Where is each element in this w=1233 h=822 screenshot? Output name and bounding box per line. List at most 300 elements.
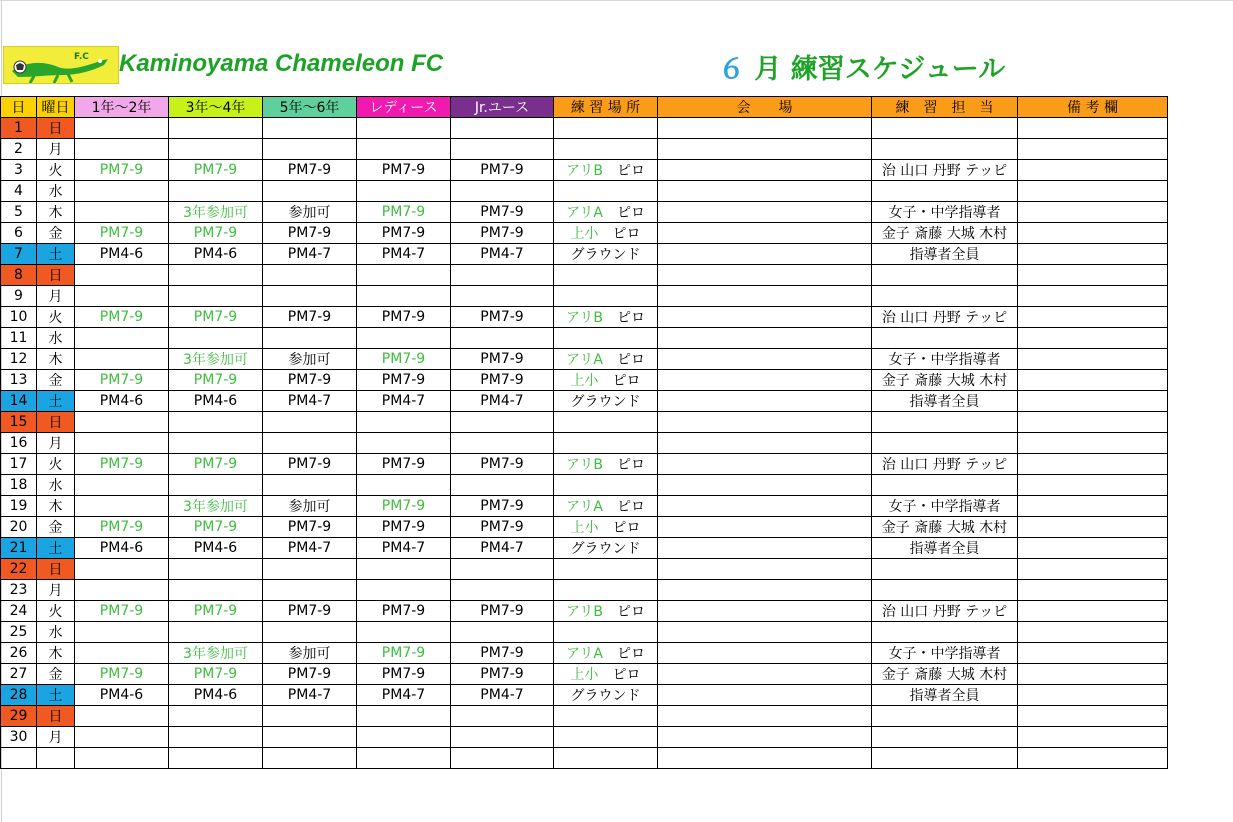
venue-cell[interactable]	[658, 391, 872, 412]
grade-5-6-cell[interactable]: 参加可	[263, 202, 357, 223]
jr-youth-cell[interactable]	[451, 580, 554, 601]
practice-place-cell[interactable]	[554, 727, 658, 748]
jr-youth-cell[interactable]: PM7-9	[451, 202, 554, 223]
grade-3-4-cell[interactable]: PM4-6	[169, 538, 263, 559]
notes-cell[interactable]	[1018, 160, 1168, 181]
grade-3-4-cell[interactable]: 3年参加可	[169, 496, 263, 517]
venue-cell[interactable]	[658, 139, 872, 160]
grade-3-4-cell[interactable]: PM4-6	[169, 244, 263, 265]
notes-cell[interactable]	[1018, 265, 1168, 286]
practice-staff-cell[interactable]: 金子 斎藤 大城 木村	[872, 370, 1018, 391]
practice-place-cell[interactable]	[554, 601, 658, 622]
jr-youth-cell[interactable]: PM7-9	[451, 370, 554, 391]
practice-staff-cell[interactable]: 指導者全員	[872, 685, 1018, 706]
venue-cell[interactable]	[658, 475, 872, 496]
weekday-cell[interactable]: 金	[37, 223, 75, 244]
grade-3-4-cell[interactable]: 3年参加可	[169, 349, 263, 370]
weekday-cell[interactable]: 木	[37, 202, 75, 223]
grade-3-4-cell[interactable]: PM4-6	[169, 391, 263, 412]
grade-3-4-cell[interactable]	[169, 118, 263, 139]
venue-cell[interactable]	[658, 559, 872, 580]
grade-3-4-cell[interactable]: PM7-9	[169, 517, 263, 538]
practice-staff-cell[interactable]	[872, 328, 1018, 349]
jr-youth-cell[interactable]	[451, 622, 554, 643]
jr-youth-cell[interactable]	[451, 181, 554, 202]
grade-5-6-cell[interactable]	[263, 265, 357, 286]
notes-cell[interactable]	[1018, 181, 1168, 202]
grade-5-6-cell[interactable]	[263, 706, 357, 727]
practice-place-cell[interactable]	[554, 517, 658, 538]
practice-place-cell[interactable]	[554, 433, 658, 454]
practice-staff-cell[interactable]: 女子・中学指導者	[872, 643, 1018, 664]
practice-staff-cell[interactable]	[872, 265, 1018, 286]
practice-place-cell[interactable]	[554, 181, 658, 202]
practice-place-cell[interactable]	[554, 202, 658, 223]
jr-youth-cell[interactable]: PM7-9	[451, 454, 554, 475]
grade-1-2-cell[interactable]	[75, 433, 169, 454]
jr-youth-cell[interactable]: PM7-9	[451, 643, 554, 664]
jr-youth-cell[interactable]	[451, 475, 554, 496]
day-cell[interactable]: 29	[1, 706, 37, 727]
ladies-cell[interactable]	[357, 118, 451, 139]
day-cell[interactable]: 17	[1, 454, 37, 475]
jr-youth-cell[interactable]	[451, 706, 554, 727]
col-header-grade-5-6[interactable]: 5年～6年	[263, 97, 357, 118]
grade-3-4-cell[interactable]: PM7-9	[169, 160, 263, 181]
practice-place-cell[interactable]	[554, 706, 658, 727]
grade-1-2-cell[interactable]	[75, 139, 169, 160]
ladies-cell[interactable]	[357, 622, 451, 643]
grade-3-4-cell[interactable]	[169, 328, 263, 349]
grade-3-4-cell[interactable]	[169, 412, 263, 433]
practice-place-cell[interactable]	[554, 160, 658, 181]
practice-place-cell[interactable]: グラウンド	[554, 538, 658, 559]
weekday-cell[interactable]: 土	[37, 538, 75, 559]
venue-cell[interactable]	[658, 496, 872, 517]
grade-1-2-cell[interactable]: PM4-6	[75, 391, 169, 412]
grade-1-2-cell[interactable]	[75, 622, 169, 643]
ladies-cell[interactable]: PM7-9	[357, 223, 451, 244]
grade-1-2-cell[interactable]: PM4-6	[75, 685, 169, 706]
weekday-cell[interactable]: 火	[37, 160, 75, 181]
grade-5-6-cell[interactable]: PM7-9	[263, 601, 357, 622]
weekday-cell[interactable]: 土	[37, 244, 75, 265]
grade-5-6-cell[interactable]	[263, 559, 357, 580]
practice-staff-cell[interactable]: 女子・中学指導者	[872, 349, 1018, 370]
venue-cell[interactable]	[658, 307, 872, 328]
grade-3-4-cell[interactable]: 3年参加可	[169, 643, 263, 664]
day-cell[interactable]: 2	[1, 139, 37, 160]
grade-5-6-cell[interactable]	[263, 475, 357, 496]
notes-cell[interactable]	[1018, 517, 1168, 538]
venue-cell[interactable]	[658, 664, 872, 685]
practice-place-cell[interactable]	[554, 412, 658, 433]
practice-staff-cell[interactable]	[872, 622, 1018, 643]
practice-place-cell[interactable]	[554, 580, 658, 601]
venue-cell[interactable]	[658, 622, 872, 643]
jr-youth-cell[interactable]: PM7-9	[451, 601, 554, 622]
grade-3-4-cell[interactable]	[169, 559, 263, 580]
grade-5-6-cell[interactable]	[263, 181, 357, 202]
jr-youth-cell[interactable]	[451, 265, 554, 286]
notes-cell[interactable]	[1018, 538, 1168, 559]
grade-3-4-cell[interactable]	[169, 580, 263, 601]
jr-youth-cell[interactable]: PM7-9	[451, 223, 554, 244]
grade-1-2-cell[interactable]: PM7-9	[75, 307, 169, 328]
day-cell[interactable]: 9	[1, 286, 37, 307]
jr-youth-cell[interactable]: PM7-9	[451, 496, 554, 517]
grade-5-6-cell[interactable]: PM7-9	[263, 517, 357, 538]
venue-cell[interactable]	[658, 454, 872, 475]
weekday-cell[interactable]: 火	[37, 601, 75, 622]
practice-staff-cell[interactable]: 指導者全員	[872, 244, 1018, 265]
ladies-cell[interactable]: PM4-7	[357, 685, 451, 706]
ladies-cell[interactable]	[357, 433, 451, 454]
day-cell[interactable]: 20	[1, 517, 37, 538]
venue-cell[interactable]	[658, 370, 872, 391]
ladies-cell[interactable]	[357, 286, 451, 307]
notes-cell[interactable]	[1018, 727, 1168, 748]
grade-1-2-cell[interactable]	[75, 202, 169, 223]
day-cell[interactable]: 1	[1, 118, 37, 139]
day-cell[interactable]: 4	[1, 181, 37, 202]
day-cell[interactable]: 18	[1, 475, 37, 496]
day-cell[interactable]: 22	[1, 559, 37, 580]
grade-1-2-cell[interactable]	[75, 748, 169, 769]
practice-place-cell[interactable]	[554, 475, 658, 496]
ladies-cell[interactable]	[357, 559, 451, 580]
jr-youth-cell[interactable]: PM4-7	[451, 685, 554, 706]
grade-1-2-cell[interactable]	[75, 727, 169, 748]
grade-1-2-cell[interactable]	[75, 643, 169, 664]
practice-place-cell[interactable]	[554, 559, 658, 580]
venue-cell[interactable]	[658, 580, 872, 601]
grade-3-4-cell[interactable]	[169, 286, 263, 307]
grade-1-2-cell[interactable]: PM7-9	[75, 454, 169, 475]
day-cell[interactable]: 6	[1, 223, 37, 244]
practice-place-cell[interactable]	[554, 265, 658, 286]
grade-1-2-cell[interactable]	[75, 265, 169, 286]
grade-3-4-cell[interactable]: PM7-9	[169, 370, 263, 391]
weekday-cell[interactable]: 月	[37, 286, 75, 307]
grade-1-2-cell[interactable]	[75, 706, 169, 727]
ladies-cell[interactable]	[357, 265, 451, 286]
grade-1-2-cell[interactable]	[75, 559, 169, 580]
practice-staff-cell[interactable]	[872, 475, 1018, 496]
practice-place-cell[interactable]: グラウンド	[554, 244, 658, 265]
day-cell[interactable]: 10	[1, 307, 37, 328]
day-cell[interactable]: 14	[1, 391, 37, 412]
day-cell[interactable]: 3	[1, 160, 37, 181]
practice-place-cell[interactable]	[554, 643, 658, 664]
grade-3-4-cell[interactable]: PM7-9	[169, 601, 263, 622]
grade-5-6-cell[interactable]: PM7-9	[263, 307, 357, 328]
practice-staff-cell[interactable]	[872, 286, 1018, 307]
notes-cell[interactable]	[1018, 496, 1168, 517]
grade-5-6-cell[interactable]: PM4-7	[263, 244, 357, 265]
venue-cell[interactable]	[658, 412, 872, 433]
practice-place-cell[interactable]	[554, 496, 658, 517]
grade-1-2-cell[interactable]	[75, 349, 169, 370]
notes-cell[interactable]	[1018, 139, 1168, 160]
grade-5-6-cell[interactable]	[263, 433, 357, 454]
grade-3-4-cell[interactable]: PM4-6	[169, 685, 263, 706]
grade-1-2-cell[interactable]	[75, 181, 169, 202]
ladies-cell[interactable]	[357, 412, 451, 433]
practice-staff-cell[interactable]	[872, 706, 1018, 727]
grade-1-2-cell[interactable]	[75, 412, 169, 433]
venue-cell[interactable]	[658, 433, 872, 454]
weekday-cell[interactable]: 日	[37, 559, 75, 580]
jr-youth-cell[interactable]: PM4-7	[451, 538, 554, 559]
venue-cell[interactable]	[658, 202, 872, 223]
grade-1-2-cell[interactable]: PM7-9	[75, 223, 169, 244]
practice-place-cell[interactable]	[554, 748, 658, 769]
col-header-practice-place[interactable]: 練 習 場 所	[554, 97, 658, 118]
practice-staff-cell[interactable]	[872, 118, 1018, 139]
practice-place-cell[interactable]	[554, 286, 658, 307]
notes-cell[interactable]	[1018, 643, 1168, 664]
grade-5-6-cell[interactable]	[263, 580, 357, 601]
weekday-cell[interactable]: 金	[37, 517, 75, 538]
venue-cell[interactable]	[658, 685, 872, 706]
grade-3-4-cell[interactable]	[169, 475, 263, 496]
notes-cell[interactable]	[1018, 748, 1168, 769]
day-cell[interactable]	[1, 748, 37, 769]
notes-cell[interactable]	[1018, 559, 1168, 580]
grade-5-6-cell[interactable]: PM4-7	[263, 685, 357, 706]
notes-cell[interactable]	[1018, 118, 1168, 139]
practice-staff-cell[interactable]	[872, 727, 1018, 748]
practice-place-cell[interactable]	[554, 454, 658, 475]
grade-5-6-cell[interactable]: PM7-9	[263, 370, 357, 391]
grade-5-6-cell[interactable]: 参加可	[263, 496, 357, 517]
venue-cell[interactable]	[658, 244, 872, 265]
ladies-cell[interactable]	[357, 706, 451, 727]
venue-cell[interactable]	[658, 265, 872, 286]
grade-3-4-cell[interactable]	[169, 622, 263, 643]
practice-staff-cell[interactable]: 治 山口 丹野 テッピ	[872, 601, 1018, 622]
jr-youth-cell[interactable]	[451, 433, 554, 454]
weekday-cell[interactable]: 日	[37, 706, 75, 727]
practice-place-cell[interactable]	[554, 370, 658, 391]
jr-youth-cell[interactable]: PM4-7	[451, 391, 554, 412]
notes-cell[interactable]	[1018, 370, 1168, 391]
practice-place-cell[interactable]	[554, 139, 658, 160]
notes-cell[interactable]	[1018, 349, 1168, 370]
col-header-notes[interactable]: 備 考 欄	[1018, 97, 1168, 118]
practice-staff-cell[interactable]	[872, 181, 1018, 202]
grade-3-4-cell[interactable]	[169, 748, 263, 769]
practice-staff-cell[interactable]: 金子 斎藤 大城 木村	[872, 517, 1018, 538]
jr-youth-cell[interactable]	[451, 286, 554, 307]
notes-cell[interactable]	[1018, 580, 1168, 601]
grade-3-4-cell[interactable]	[169, 727, 263, 748]
venue-cell[interactable]	[658, 286, 872, 307]
day-cell[interactable]: 12	[1, 349, 37, 370]
notes-cell[interactable]	[1018, 622, 1168, 643]
venue-cell[interactable]	[658, 706, 872, 727]
ladies-cell[interactable]	[357, 328, 451, 349]
grade-3-4-cell[interactable]: 3年参加可	[169, 202, 263, 223]
ladies-cell[interactable]: PM4-7	[357, 391, 451, 412]
jr-youth-cell[interactable]	[451, 328, 554, 349]
weekday-cell[interactable]: 日	[37, 118, 75, 139]
notes-cell[interactable]	[1018, 286, 1168, 307]
weekday-cell[interactable]: 木	[37, 496, 75, 517]
venue-cell[interactable]	[658, 643, 872, 664]
jr-youth-cell[interactable]: PM7-9	[451, 664, 554, 685]
grade-1-2-cell[interactable]	[75, 496, 169, 517]
practice-place-cell[interactable]	[554, 223, 658, 244]
weekday-cell[interactable]: 木	[37, 643, 75, 664]
day-cell[interactable]: 5	[1, 202, 37, 223]
venue-cell[interactable]	[658, 160, 872, 181]
grade-3-4-cell[interactable]: PM7-9	[169, 223, 263, 244]
day-cell[interactable]: 24	[1, 601, 37, 622]
venue-cell[interactable]	[658, 118, 872, 139]
venue-cell[interactable]	[658, 538, 872, 559]
weekday-cell[interactable]: 水	[37, 622, 75, 643]
ladies-cell[interactable]: PM4-7	[357, 244, 451, 265]
notes-cell[interactable]	[1018, 202, 1168, 223]
grade-5-6-cell[interactable]: PM4-7	[263, 391, 357, 412]
practice-staff-cell[interactable]	[872, 559, 1018, 580]
grade-5-6-cell[interactable]: PM7-9	[263, 223, 357, 244]
practice-place-cell[interactable]	[554, 307, 658, 328]
ladies-cell[interactable]: PM7-9	[357, 517, 451, 538]
notes-cell[interactable]	[1018, 328, 1168, 349]
grade-3-4-cell[interactable]	[169, 706, 263, 727]
grade-5-6-cell[interactable]	[263, 727, 357, 748]
ladies-cell[interactable]	[357, 727, 451, 748]
practice-place-cell[interactable]	[554, 664, 658, 685]
practice-staff-cell[interactable]	[872, 412, 1018, 433]
ladies-cell[interactable]	[357, 580, 451, 601]
jr-youth-cell[interactable]	[451, 139, 554, 160]
day-cell[interactable]: 11	[1, 328, 37, 349]
grade-3-4-cell[interactable]	[169, 265, 263, 286]
col-header-weekday[interactable]: 曜日	[37, 97, 75, 118]
jr-youth-cell[interactable]: PM7-9	[451, 307, 554, 328]
grade-1-2-cell[interactable]: PM7-9	[75, 370, 169, 391]
grade-3-4-cell[interactable]: PM7-9	[169, 454, 263, 475]
grade-5-6-cell[interactable]	[263, 412, 357, 433]
weekday-cell[interactable]: 日	[37, 265, 75, 286]
grade-3-4-cell[interactable]	[169, 181, 263, 202]
grade-1-2-cell[interactable]: PM7-9	[75, 517, 169, 538]
jr-youth-cell[interactable]: PM7-9	[451, 349, 554, 370]
jr-youth-cell[interactable]: PM4-7	[451, 244, 554, 265]
practice-staff-cell[interactable]: 治 山口 丹野 テッピ	[872, 454, 1018, 475]
notes-cell[interactable]	[1018, 454, 1168, 475]
practice-staff-cell[interactable]: 指導者全員	[872, 538, 1018, 559]
venue-cell[interactable]	[658, 328, 872, 349]
day-cell[interactable]: 19	[1, 496, 37, 517]
ladies-cell[interactable]: PM7-9	[357, 643, 451, 664]
weekday-cell[interactable]: 金	[37, 664, 75, 685]
col-header-practice-staff[interactable]: 練 習 担 当	[872, 97, 1018, 118]
notes-cell[interactable]	[1018, 307, 1168, 328]
weekday-cell[interactable]: 火	[37, 454, 75, 475]
day-cell[interactable]: 8	[1, 265, 37, 286]
day-cell[interactable]: 23	[1, 580, 37, 601]
grade-1-2-cell[interactable]: PM4-6	[75, 538, 169, 559]
weekday-cell[interactable]: 水	[37, 328, 75, 349]
grade-1-2-cell[interactable]	[75, 580, 169, 601]
grade-5-6-cell[interactable]	[263, 328, 357, 349]
day-cell[interactable]: 27	[1, 664, 37, 685]
ladies-cell[interactable]: PM7-9	[357, 664, 451, 685]
notes-cell[interactable]	[1018, 412, 1168, 433]
grade-5-6-cell[interactable]	[263, 748, 357, 769]
jr-youth-cell[interactable]	[451, 727, 554, 748]
col-header-venue[interactable]: 会 場	[658, 97, 872, 118]
grade-1-2-cell[interactable]: PM4-6	[75, 244, 169, 265]
ladies-cell[interactable]: PM7-9	[357, 454, 451, 475]
practice-place-cell[interactable]	[554, 118, 658, 139]
practice-staff-cell[interactable]: 女子・中学指導者	[872, 202, 1018, 223]
venue-cell[interactable]	[658, 517, 872, 538]
col-header-ladies[interactable]: レディース	[357, 97, 451, 118]
practice-staff-cell[interactable]	[872, 139, 1018, 160]
day-cell[interactable]: 25	[1, 622, 37, 643]
notes-cell[interactable]	[1018, 475, 1168, 496]
weekday-cell[interactable]: 月	[37, 139, 75, 160]
col-header-grade-3-4[interactable]: 3年～4年	[169, 97, 263, 118]
weekday-cell[interactable]: 月	[37, 727, 75, 748]
notes-cell[interactable]	[1018, 664, 1168, 685]
ladies-cell[interactable]	[357, 181, 451, 202]
day-cell[interactable]: 7	[1, 244, 37, 265]
grade-5-6-cell[interactable]	[263, 118, 357, 139]
practice-staff-cell[interactable]: 金子 斎藤 大城 木村	[872, 223, 1018, 244]
ladies-cell[interactable]	[357, 139, 451, 160]
practice-staff-cell[interactable]: 治 山口 丹野 テッピ	[872, 160, 1018, 181]
jr-youth-cell[interactable]	[451, 118, 554, 139]
weekday-cell[interactable]: 水	[37, 181, 75, 202]
day-cell[interactable]: 16	[1, 433, 37, 454]
grade-5-6-cell[interactable]	[263, 139, 357, 160]
practice-place-cell[interactable]	[554, 328, 658, 349]
weekday-cell[interactable]: 金	[37, 370, 75, 391]
venue-cell[interactable]	[658, 601, 872, 622]
practice-place-cell[interactable]	[554, 349, 658, 370]
grade-1-2-cell[interactable]	[75, 118, 169, 139]
practice-place-cell[interactable]: グラウンド	[554, 391, 658, 412]
venue-cell[interactable]	[658, 223, 872, 244]
jr-youth-cell[interactable]: PM7-9	[451, 160, 554, 181]
day-cell[interactable]: 28	[1, 685, 37, 706]
practice-staff-cell[interactable]: 治 山口 丹野 テッピ	[872, 307, 1018, 328]
ladies-cell[interactable]: PM4-7	[357, 538, 451, 559]
venue-cell[interactable]	[658, 181, 872, 202]
grade-5-6-cell[interactable]	[263, 622, 357, 643]
venue-cell[interactable]	[658, 727, 872, 748]
ladies-cell[interactable]: PM7-9	[357, 307, 451, 328]
day-cell[interactable]: 21	[1, 538, 37, 559]
jr-youth-cell[interactable]: PM7-9	[451, 517, 554, 538]
grade-5-6-cell[interactable]: 参加可	[263, 349, 357, 370]
day-cell[interactable]: 26	[1, 643, 37, 664]
venue-cell[interactable]	[658, 349, 872, 370]
practice-place-cell[interactable]	[554, 622, 658, 643]
practice-staff-cell[interactable]	[872, 580, 1018, 601]
grade-5-6-cell[interactable]: PM7-9	[263, 664, 357, 685]
ladies-cell[interactable]: PM7-9	[357, 601, 451, 622]
day-cell[interactable]: 15	[1, 412, 37, 433]
grade-5-6-cell[interactable]: 参加可	[263, 643, 357, 664]
